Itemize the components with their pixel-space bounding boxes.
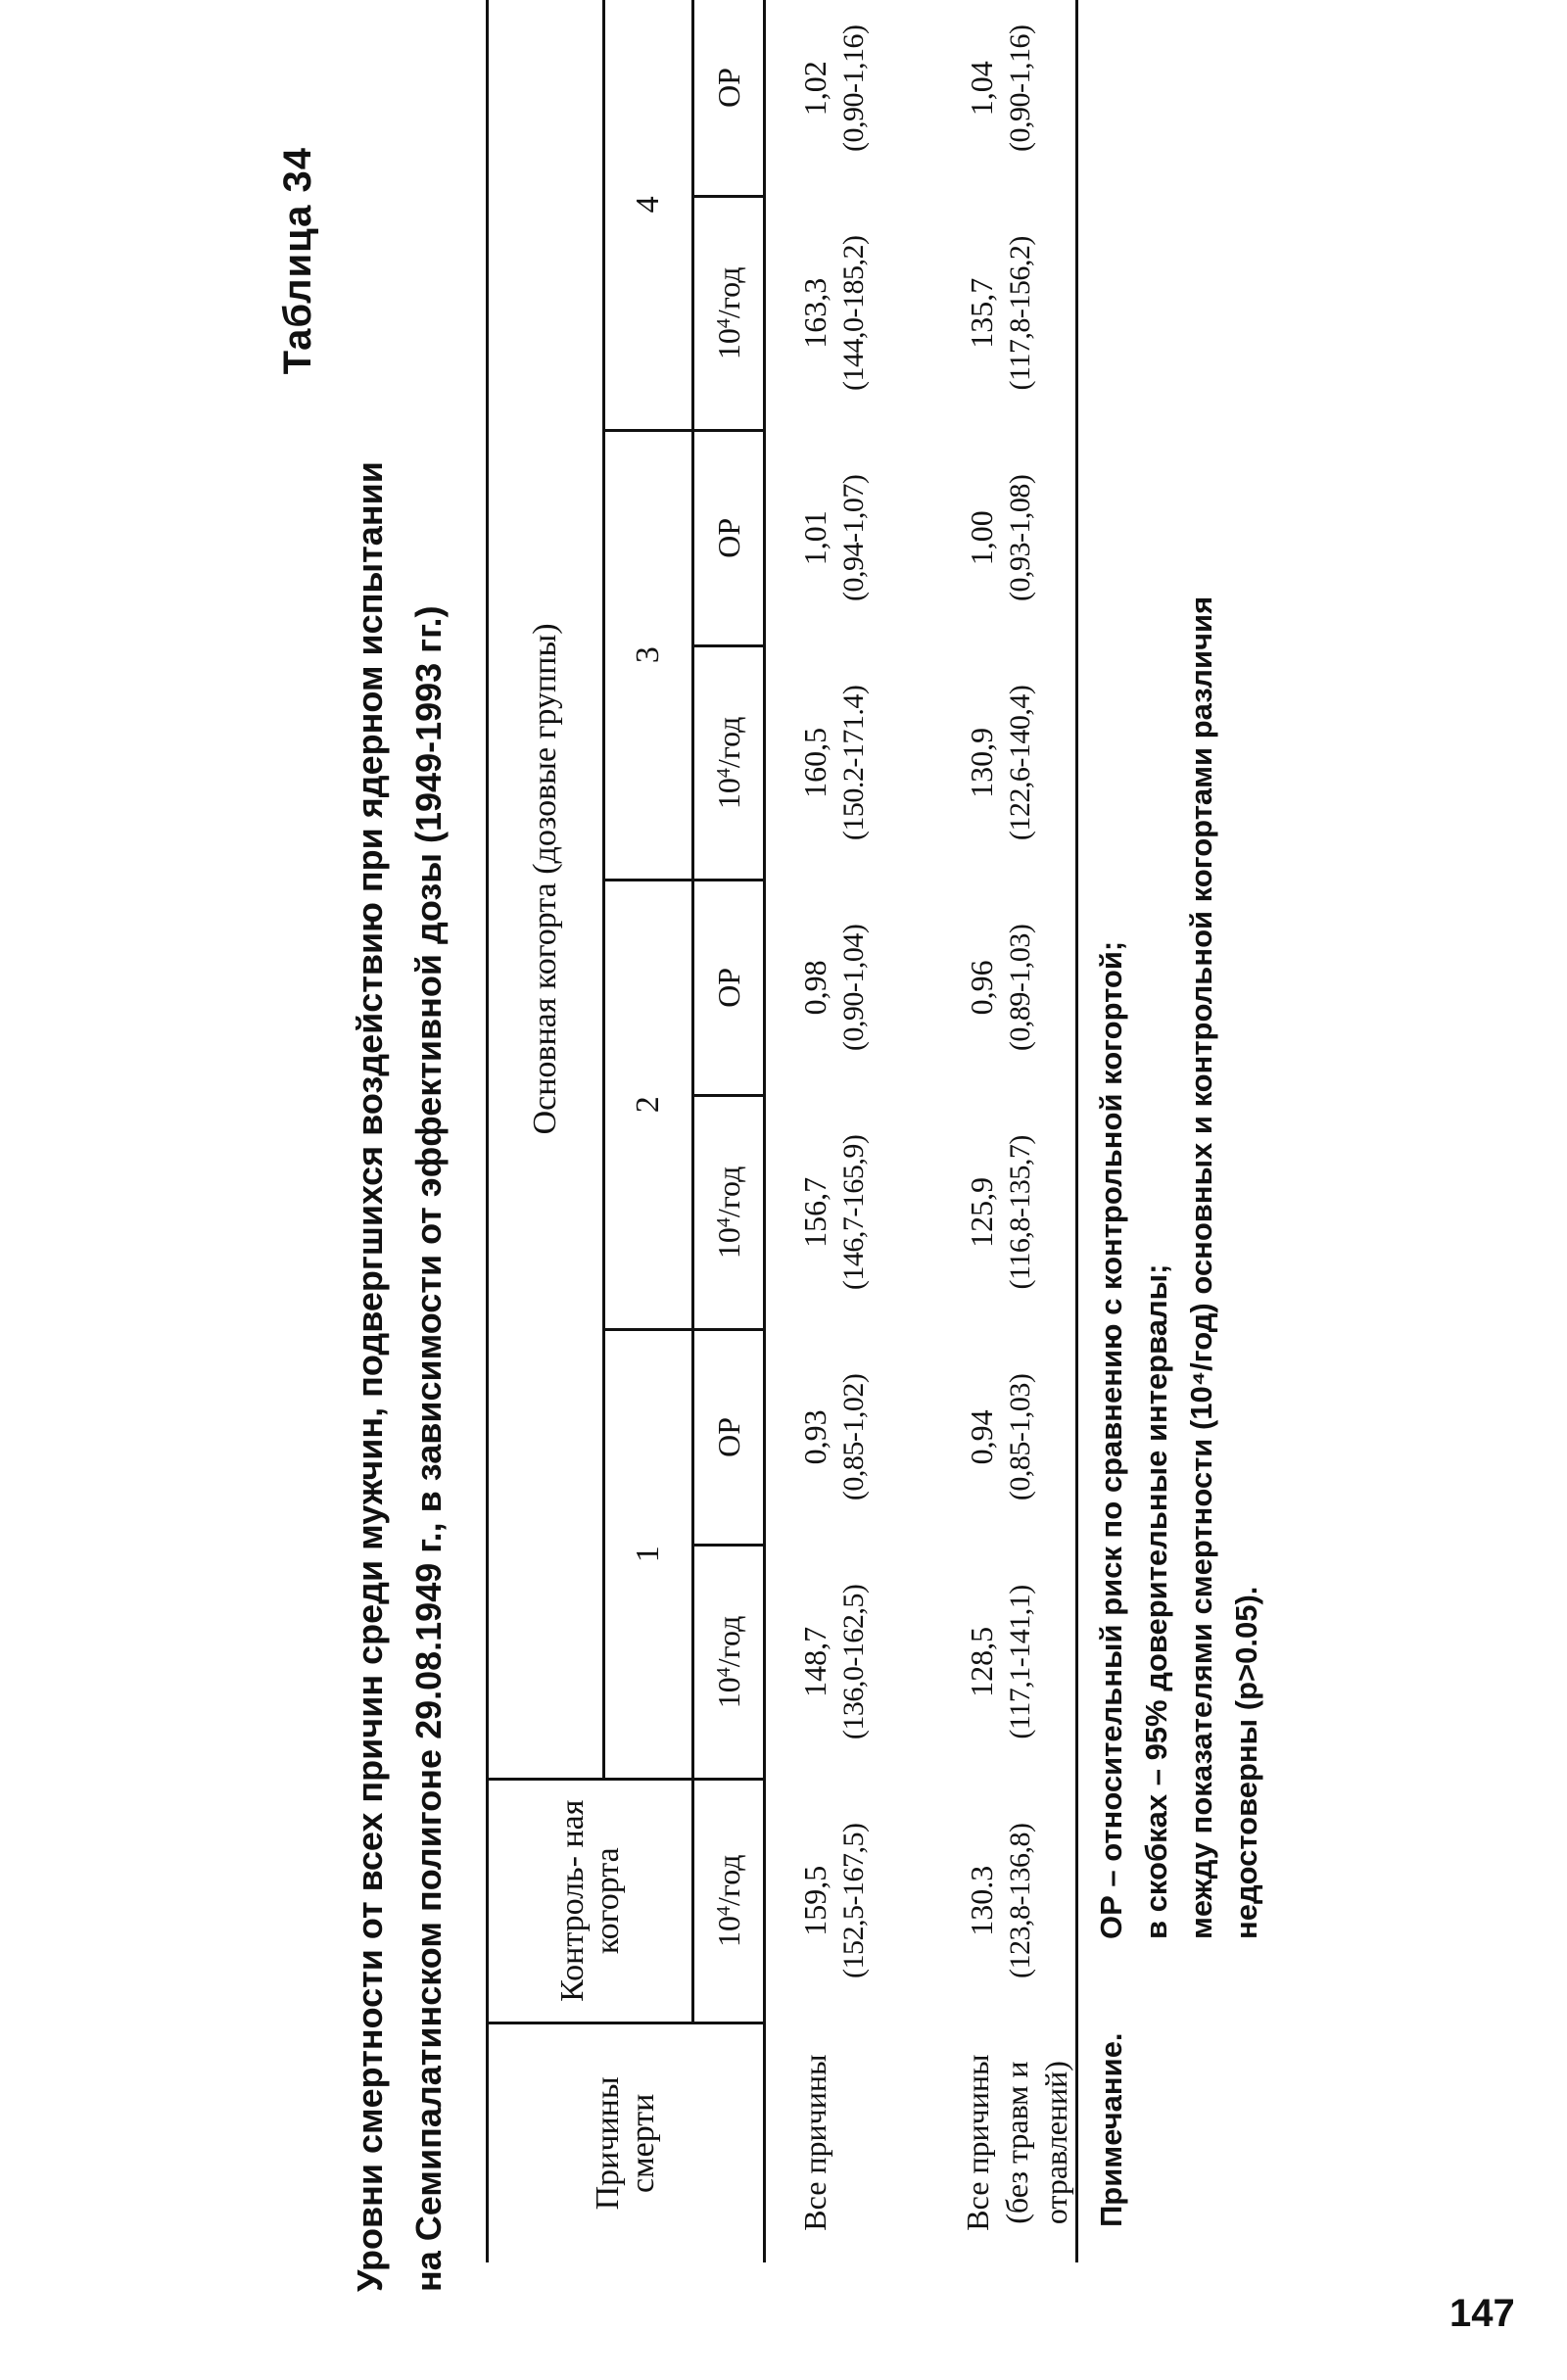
header-control-cohort: Контроль- ная когорта	[488, 1779, 693, 2023]
note-line-2: в скобках – 95% доверительные интервалы;	[1139, 1263, 1173, 1939]
page-number: 147	[1449, 2292, 1515, 2335]
rate-cell: 130,9 (122,6-140,4)	[964, 685, 1036, 841]
or-cell: 0,94 (0,85-1,03)	[964, 1373, 1036, 1501]
table-title	[341, 98, 458, 2292]
header-unit-g2: $10^4$/год	[693, 1096, 765, 1330]
or-cell: 0,93 (0,85-1,02)	[797, 1373, 870, 1501]
or-cell: 1,02 (0,90-1,16)	[797, 24, 870, 152]
rate-cell: 160,5 (150.2-171.4)	[797, 685, 870, 841]
rate-cell: 125,9 (116,8-135,7)	[964, 1135, 1036, 1290]
rate-cell: 128,5 (117,1-141,1)	[964, 1585, 1036, 1739]
rate-cell: 163,3 (144,0-185,2)	[797, 235, 870, 392]
header-main-cohort: Основная когорта (дозовые группы)	[488, 0, 604, 1779]
title-line-1: Уровни смертности от всех причин среди мужчин, подвергшихся воздействию при ядерном испытании	[350, 461, 390, 2292]
header-group-1: 1	[604, 1329, 693, 1779]
table-row	[765, 0, 945, 2262]
header-or-g3: ОР	[693, 430, 765, 645]
note-lines	[1089, 596, 1269, 1939]
note-line-1: ОР – относительный риск по сравнению с контрольной когортой;	[1094, 940, 1128, 1939]
header-or-g2: ОР	[693, 880, 765, 1095]
header-unit-g3: $10^4$/год	[693, 645, 765, 880]
header-group-2: 2	[604, 880, 693, 1329]
or-cell: 0,96 (0,89-1,03)	[964, 924, 1036, 1052]
title-line-2: на Семипалатинском полигоне 29.08.1949 г., в зависимости от эффективной дозы (1949-1993 гг.)	[408, 605, 449, 2292]
header-unit-control: $10^4$/год	[693, 1779, 765, 2023]
note-line-4: недостоверны (р>0.05).	[1229, 1586, 1263, 1939]
header-unit-g1: $10^4$/год	[693, 1546, 765, 1780]
row-cause: Все причины (без травм и отравлений)	[960, 2054, 1073, 2231]
header-or-g4: ОР	[693, 0, 765, 196]
or-cell: 1,01 (0,94-1,07)	[797, 474, 870, 602]
note-label: Примечание.	[1094, 2032, 1128, 2227]
or-cell: 1,00 (0,93-1,08)	[964, 474, 1036, 602]
control-cell: 159,5 (152,5-167,5)	[797, 1823, 870, 1978]
header-group-4: 4	[604, 0, 693, 430]
row-cause: Все причины	[797, 2054, 832, 2231]
table-caption-label: Таблица 34	[276, 147, 319, 375]
note-line-3: между показателями смертности (10⁴/год) основных и контрольной когортами различия	[1184, 595, 1218, 1939]
header-group-3: 3	[604, 430, 693, 880]
header-causes: Причины смерти	[488, 2023, 765, 2262]
control-cell: 130.3 (123,8-136,8)	[964, 1823, 1036, 1978]
or-cell: 1,04 (0,90-1,16)	[964, 24, 1036, 152]
rate-cell: 148,7 (136,0-162,5)	[797, 1584, 870, 1740]
header-or-g1: ОР	[693, 1329, 765, 1545]
rate-cell: 135,7 (117,8-156,2)	[964, 236, 1036, 391]
header-unit-g4: $10^4$/год	[693, 196, 765, 430]
rate-cell: 156,7 (146,7-165,9)	[797, 1134, 870, 1291]
table-bottom-rule	[1075, 0, 1078, 2262]
mortality-table	[486, 0, 1126, 2262]
or-cell: 0,98 (0,90-1,04)	[797, 924, 870, 1052]
